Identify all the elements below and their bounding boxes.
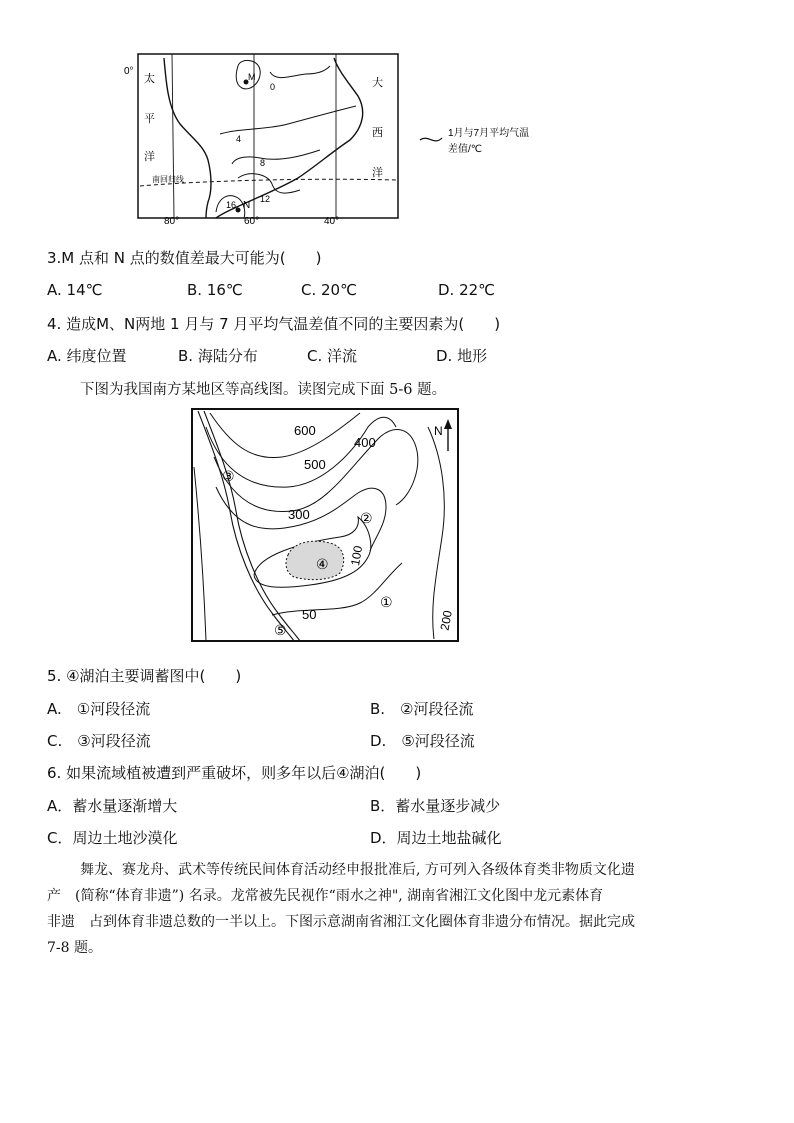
q6-option-b[interactable]: B．蓄水量逐步减少	[370, 797, 501, 815]
q3-option-b[interactable]: B. 16℃	[187, 281, 243, 299]
q4-option-d[interactable]: D. 地形	[436, 347, 488, 365]
q5-stem: 5. ④湖泊主要调蓄图中( )	[47, 667, 242, 685]
ocean-right-2: 西	[372, 127, 383, 139]
marker-3: ③	[222, 468, 235, 484]
contour-200	[428, 427, 444, 639]
intro-5-6: 下图为我国南方某地区等高线图。读图完成下面 5-6 题。	[80, 382, 447, 398]
point-m-label: M	[248, 72, 256, 82]
q3-option-c[interactable]: C. 20℃	[301, 281, 357, 299]
lon-80-label: 80°	[164, 216, 180, 224]
q5-option-b[interactable]: B. ②河段径流	[370, 700, 474, 718]
q6-option-d[interactable]: D．周边土地盐碱化	[370, 829, 502, 847]
isoline-label-16: 16	[226, 200, 237, 210]
q4-option-a[interactable]: A. 纬度位置	[47, 347, 127, 365]
isoline-0b	[270, 66, 330, 78]
contour-label-200: 200	[437, 609, 455, 632]
passage-line-4: 7-8 题。	[47, 940, 102, 956]
north-arrow-head	[444, 419, 452, 429]
lon-40-label: 40°	[324, 216, 340, 224]
lake-4	[286, 541, 344, 579]
passage-line-2: 产 (简称“体育非遗”) 名录。龙常被先民视作“雨水之神", 湖南省湘江文化图中龙元素体育	[47, 888, 604, 904]
contour-label-100: 100	[348, 544, 366, 567]
ocean-right-3: 洋	[372, 167, 383, 179]
meridian-80	[172, 54, 174, 218]
q4-option-b[interactable]: B. 海陆分布	[178, 347, 258, 365]
q5-option-a[interactable]: A. ①河段径流	[47, 700, 151, 718]
contour-label-500: 500	[304, 457, 326, 472]
legend-text-1: 1月与7月平均气温	[448, 128, 530, 139]
isoline-label-4: 4	[236, 134, 242, 144]
south-america-temperature-map	[120, 52, 560, 224]
legend-text-2: 差值/℃	[448, 144, 483, 155]
isoline-12	[238, 174, 300, 193]
river-left-bank	[198, 411, 294, 641]
tropic-label: 南回归线	[152, 175, 184, 184]
q3-option-d[interactable]: D. 22℃	[438, 281, 496, 299]
q6-option-c[interactable]: C．周边土地沙漠化	[47, 829, 178, 847]
north-label: N	[434, 424, 443, 438]
q3-option-a[interactable]: A. 14℃	[47, 281, 103, 299]
q4-option-c[interactable]: C. 洋流	[307, 347, 358, 365]
contour-label-50: 50	[302, 607, 317, 622]
marker-4: ④	[316, 556, 329, 572]
contour-600	[210, 413, 360, 458]
q5-option-d[interactable]: D. ⑤河段径流	[370, 732, 475, 750]
isoline-label-12: 12	[260, 194, 271, 204]
passage-line-1: 舞龙、赛龙舟、武术等传统民间体育活动经申报批准后, 方可列入各级体育类非物质文化遗	[80, 862, 635, 878]
q4-stem: 4. 造成M、N两地 1 月与 7 月平均气温差值不同的主要因素为( )	[47, 315, 501, 333]
marker-5: ⑤	[274, 622, 287, 638]
isoline-label-0: 0	[270, 82, 276, 92]
marker-1: ①	[380, 594, 393, 610]
marker-2: ②	[360, 510, 373, 526]
contour-label-300: 300	[288, 507, 310, 522]
isoline-8	[232, 150, 320, 164]
ocean-left-2: 平	[144, 113, 155, 125]
q6-stem: 6. 如果流域植被遭到严重破坏，则多年以后④湖泊( )	[47, 764, 422, 782]
contour-label-600: 600	[294, 423, 316, 438]
q6-option-a[interactable]: A．蓄水量逐渐增大	[47, 797, 178, 815]
q3-stem: 3.M 点和 N 点的数值差最大可能为( )	[47, 249, 322, 267]
point-n-dot	[236, 208, 241, 213]
contour-map	[190, 407, 462, 645]
ocean-left-1: 太	[144, 73, 155, 85]
point-n-label: N	[243, 200, 251, 211]
passage-line-3: 非遗 占到体育非遗总数的一半以上。下图示意湖南省湘江文化圈体育非遗分布情况。据此完成	[47, 914, 635, 930]
legend-line-icon	[420, 138, 442, 141]
map2-frame	[192, 409, 458, 641]
contour-label-400: 400	[354, 435, 376, 450]
lon-60-label: 60°	[244, 216, 260, 224]
ocean-left-3: 洋	[144, 151, 155, 163]
lat-0-label: 0°	[124, 66, 134, 77]
isoline-label-8: 8	[260, 158, 266, 168]
q5-option-c[interactable]: C. ③河段径流	[47, 732, 151, 750]
ocean-right-1: 大	[372, 77, 383, 89]
contour-outer	[194, 467, 206, 641]
